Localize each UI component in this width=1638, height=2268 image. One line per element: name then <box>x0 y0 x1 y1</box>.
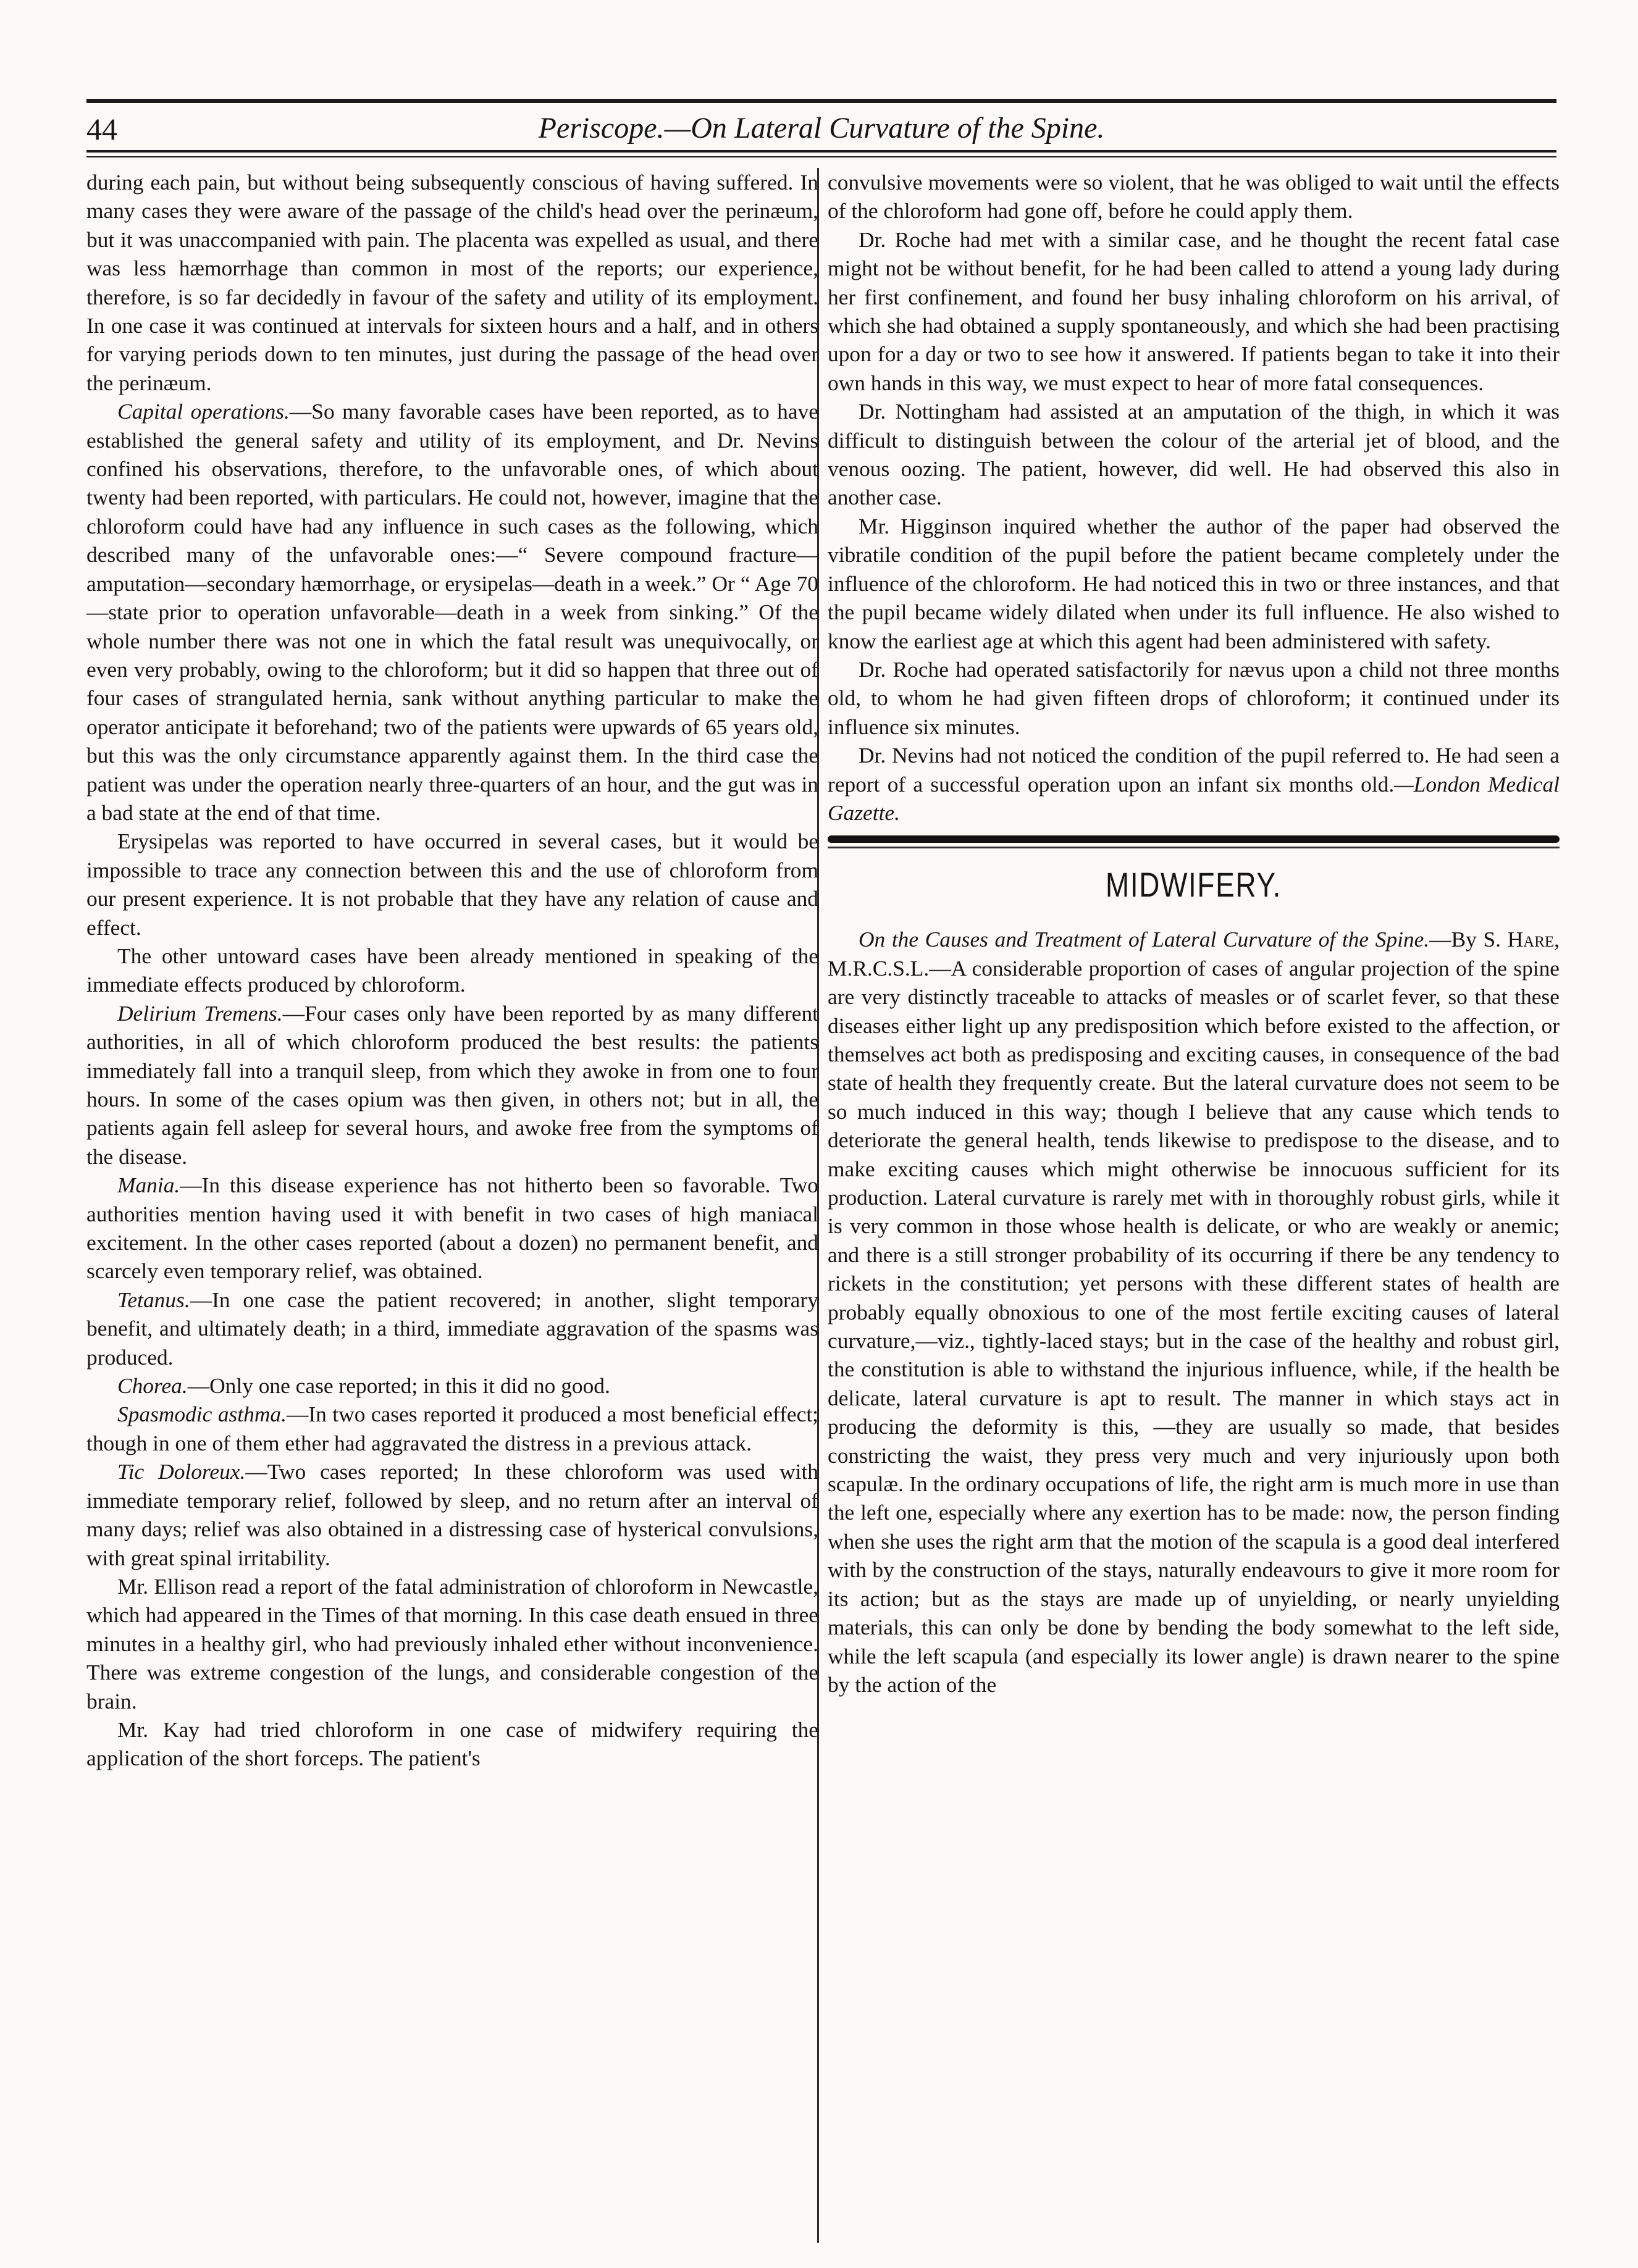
section-divider-thin <box>828 847 1560 848</box>
paragraph: Spasmodic asthma.—In two cases reported it produced a most beneficial effect; though in one of them ether had aggravated the distress in a previous attack. <box>86 1402 818 1455</box>
paragraph: Erysipelas was reported to have occurred in several cases, but it would be impossible to trace any connection between this and the use of chloroform from our present experience. It is not probable that they have any relation of cause and effect. <box>86 829 818 940</box>
paragraph-lead: Spasmodic asthma. <box>117 1402 287 1427</box>
paragraph: Dr. Nottingham had assisted at an amputation of the thigh, in which it was difficult to distinguish between the colour of the arterial jet of blood, and the venous oozing. The patient, however, did well. He had observed this also in another case. <box>828 399 1560 510</box>
paragraph: convulsive movements were so violent, that he was obliged to wait until the effects of the chloroform had gone off, before he could apply them. <box>828 170 1560 224</box>
paragraph: Chorea.—Only one case reported; in this it did no good. <box>117 1373 610 1399</box>
paragraph-lead: Mania. <box>117 1173 180 1198</box>
header-bottom-rule <box>86 150 1556 153</box>
paragraph-lead: Tetanus. <box>117 1287 190 1312</box>
section-divider-thick <box>828 835 1560 843</box>
paragraph: Dr. Roche had met with a similar case, and he thought the recent fatal case might not be without benefit, for he had been called to attend a young lady during her first confinement, and found her busy inhaling chloroform on his arrival, of which she had obtained a supply spontaneously, and which she had been practising upon for a day or two to see how it answered. If patients began to take it into their own hands in this way, we must expect to hear of more fatal consequences. <box>828 227 1560 395</box>
right-column <box>828 168 1560 1699</box>
author-name: Hare <box>1507 927 1555 952</box>
paragraph-lead: Capital operations. <box>117 399 290 424</box>
paragraph: Mr. Ellison read a report of the fatal administration of chloroform in Newcastle, which had appeared in the Times of that morning. In this case death ensued in three minutes in a healthy girl, who had previously inhaled ether without inconvenience. There was extreme congestion of the lungs, and considerable congestion of the brain. <box>86 1573 818 1714</box>
left-column <box>86 168 818 1773</box>
paragraph: Tetanus.—In one case the patient recovered; in another, slight temporary benefit, and ultimately death; in a third, immediate aggravation of the spasms was produced. <box>86 1287 818 1370</box>
article-title: On the Causes and Treatment of Lateral Curvature of the Spine. <box>859 927 1430 952</box>
running-title: Periscope.—On Lateral Curvature of the Spine. <box>538 112 1105 144</box>
paragraph-lead: Chorea. <box>117 1373 188 1399</box>
paragraph: during each pain, but without being subsequently conscious of having suffered. In many cases they were aware of the passage of the child's head over the perinæum, but it was unaccompanied with pain. The placenta was expelled as usual, and there was less hæmorrhage than common in most of the reports; our experience, therefore, is so far decidedly in favour of the safety and utility of its employment. In one case it was continued at intervals for sixteen hours and a half, and in others for varying periods down to ten minutes, just during the passage of the head over the perinæum. <box>86 170 818 395</box>
paragraph: The other untoward cases have been already mentioned in speaking of the immediate effects produced by chloroform. <box>86 943 818 997</box>
paragraph-lead: Delirium Tremens. <box>117 1000 283 1026</box>
page-number: 44 <box>86 112 117 146</box>
paragraph-lead: Tic Doloreux. <box>117 1459 246 1484</box>
source-citation: —London Medical Gazette. <box>828 771 1560 825</box>
article-paragraph: On the Causes and Treatment of Lateral Curvature of the Spine.—By S. Hare, M.R.C.S.L.—A considerable proportion of cases of angular projection of the spine are very distinctly traceable to attacks of measles or of scarlet fever, so that these diseases either light up any predisposition which before existed to the affection, or themselves act both as predisposing and exciting causes, in consequence of the bad state of health they frequently create. But the lateral curvature does not seem to be so much induced in this way; though I believe that any cause which tends to deteriorate the general health, tends likewise to predispose to the disease, and to make exciting causes which might otherwise be innocuous sufficient for its production. Lateral curvature is rarely met with in thoroughly robust girls, while it is very common in those whose health is delicate, or who are weakly or anemic; and there is a still stronger probability of its occurring if there be any tendency to rickets in the constitution; yet persons with these different states of health are probably equally obnoxious to one of the most fertile exciting causes of lateral curvature,—viz., tightly-laced stays; but in the case of the healthy and robust girl, the constitution is able to withstand the injurious influence, while, if the health be delicate, lateral curvature is apt to result. The manner in which stays act in producing the deformity is this, —they are usually so made, that besides constricting the waist, they press very much and very injuriously upon both scapulæ. In the ordinary occupations of life, the right arm is much more in use than the left one, especially where any exertion has to be made: now, the person finding when she uses the right arm that the motion of the scapula is a good deal interfered with by the construction of the stays, naturally endeavours to give it more room for its action; but as the stays are made up of unyielding, or nearly unyielding materials, this can only be done by bending the body somewhat to the left side, while the left scapula (and especially its lower angle) is drawn nearer to the spine by the action of the <box>828 927 1560 1697</box>
paragraph: Mr. Kay had tried chloroform in one case of midwifery requiring the application of the short forceps. The patient's <box>86 1717 818 1771</box>
paragraph: Delirium Tremens.—Four cases only have been reported by as many different authorities, in all of which chloroform produced the best results: the patients immediately fall into a tranquil sleep, from which they awoke in from one to four hours. In some of the cases opium was then given, in others not; but in all, the patients again fell asleep for several hours, and awoke free from the symptoms of the disease. <box>86 1000 818 1169</box>
header-top-rule <box>86 99 1556 103</box>
paragraph: Mr. Higginson inquired whether the author of the paper had observed the vibratile condition of the pupil before the patient became completely under the influence of the chloroform. He had noticed this in two or three instances, and that the pupil became widely dilated when under its full influence. He also wished to know the earliest age at which this agent had been administered with safety. <box>828 513 1560 653</box>
header-bottom-rule-2 <box>86 156 1556 157</box>
paragraph: Dr. Nevins had not noticed the condition of the pupil referred to. He had seen a report of a successful operation upon an infant six months old.—London Medical Gazette. <box>828 743 1560 825</box>
paragraph: Tic Doloreux.—Two cases reported; In these chloroform was used with immediate temporary relief, followed by sleep, and no return after an interval of many days; relief was also obtained in a distressing case of hysterical convulsions, with great spinal irritability. <box>86 1459 818 1570</box>
section-title: MIDWIFERY. <box>1105 865 1282 905</box>
paragraph: Capital operations.—So many favorable cases have been reported, as to have established the general safety and utility of its employment, and Dr. Nevins confined his observations, therefore, to the unfavorable ones, of which about twenty had been reported, with particulars. He could not, however, imagine that the chloroform could have had any influence in such cases as the following, which described many of the unfavorable ones:—“ Severe compound fracture—amputation—secondary hæmorrhage, or erysipelas—death in a week.” Or “ Age 70—state prior to operation unfavorable—death in a week from sinking.” Of the whole number there was not one in which the fatal result was unequivocally, or even very probably, owing to the chloroform; but it did so happen that three out of four cases of strangulated hernia, sank without anything particular to make the operator anticipate it beforehand; two of the patients were upwards of 65 years old, but this was the only circumstance apparently against them. In the third case the patient was under the operation nearly three-quarters of an hour, and the gut was in a bad state at the end of that time. <box>86 399 818 825</box>
paragraph: Dr. Roche had operated satisfactorily for nævus upon a child not three months old, to whom he had given fifteen drops of chloroform; it continued under its influence six minutes. <box>828 656 1560 739</box>
paragraph: Mania.—In this disease experience has not hitherto been so favorable. Two authorities mention having used it with benefit in two cases of high maniacal excitement. In the other cases reported (about a dozen) no permanent benefit, and scarcely even temporary relief, was obtained. <box>86 1173 818 1284</box>
